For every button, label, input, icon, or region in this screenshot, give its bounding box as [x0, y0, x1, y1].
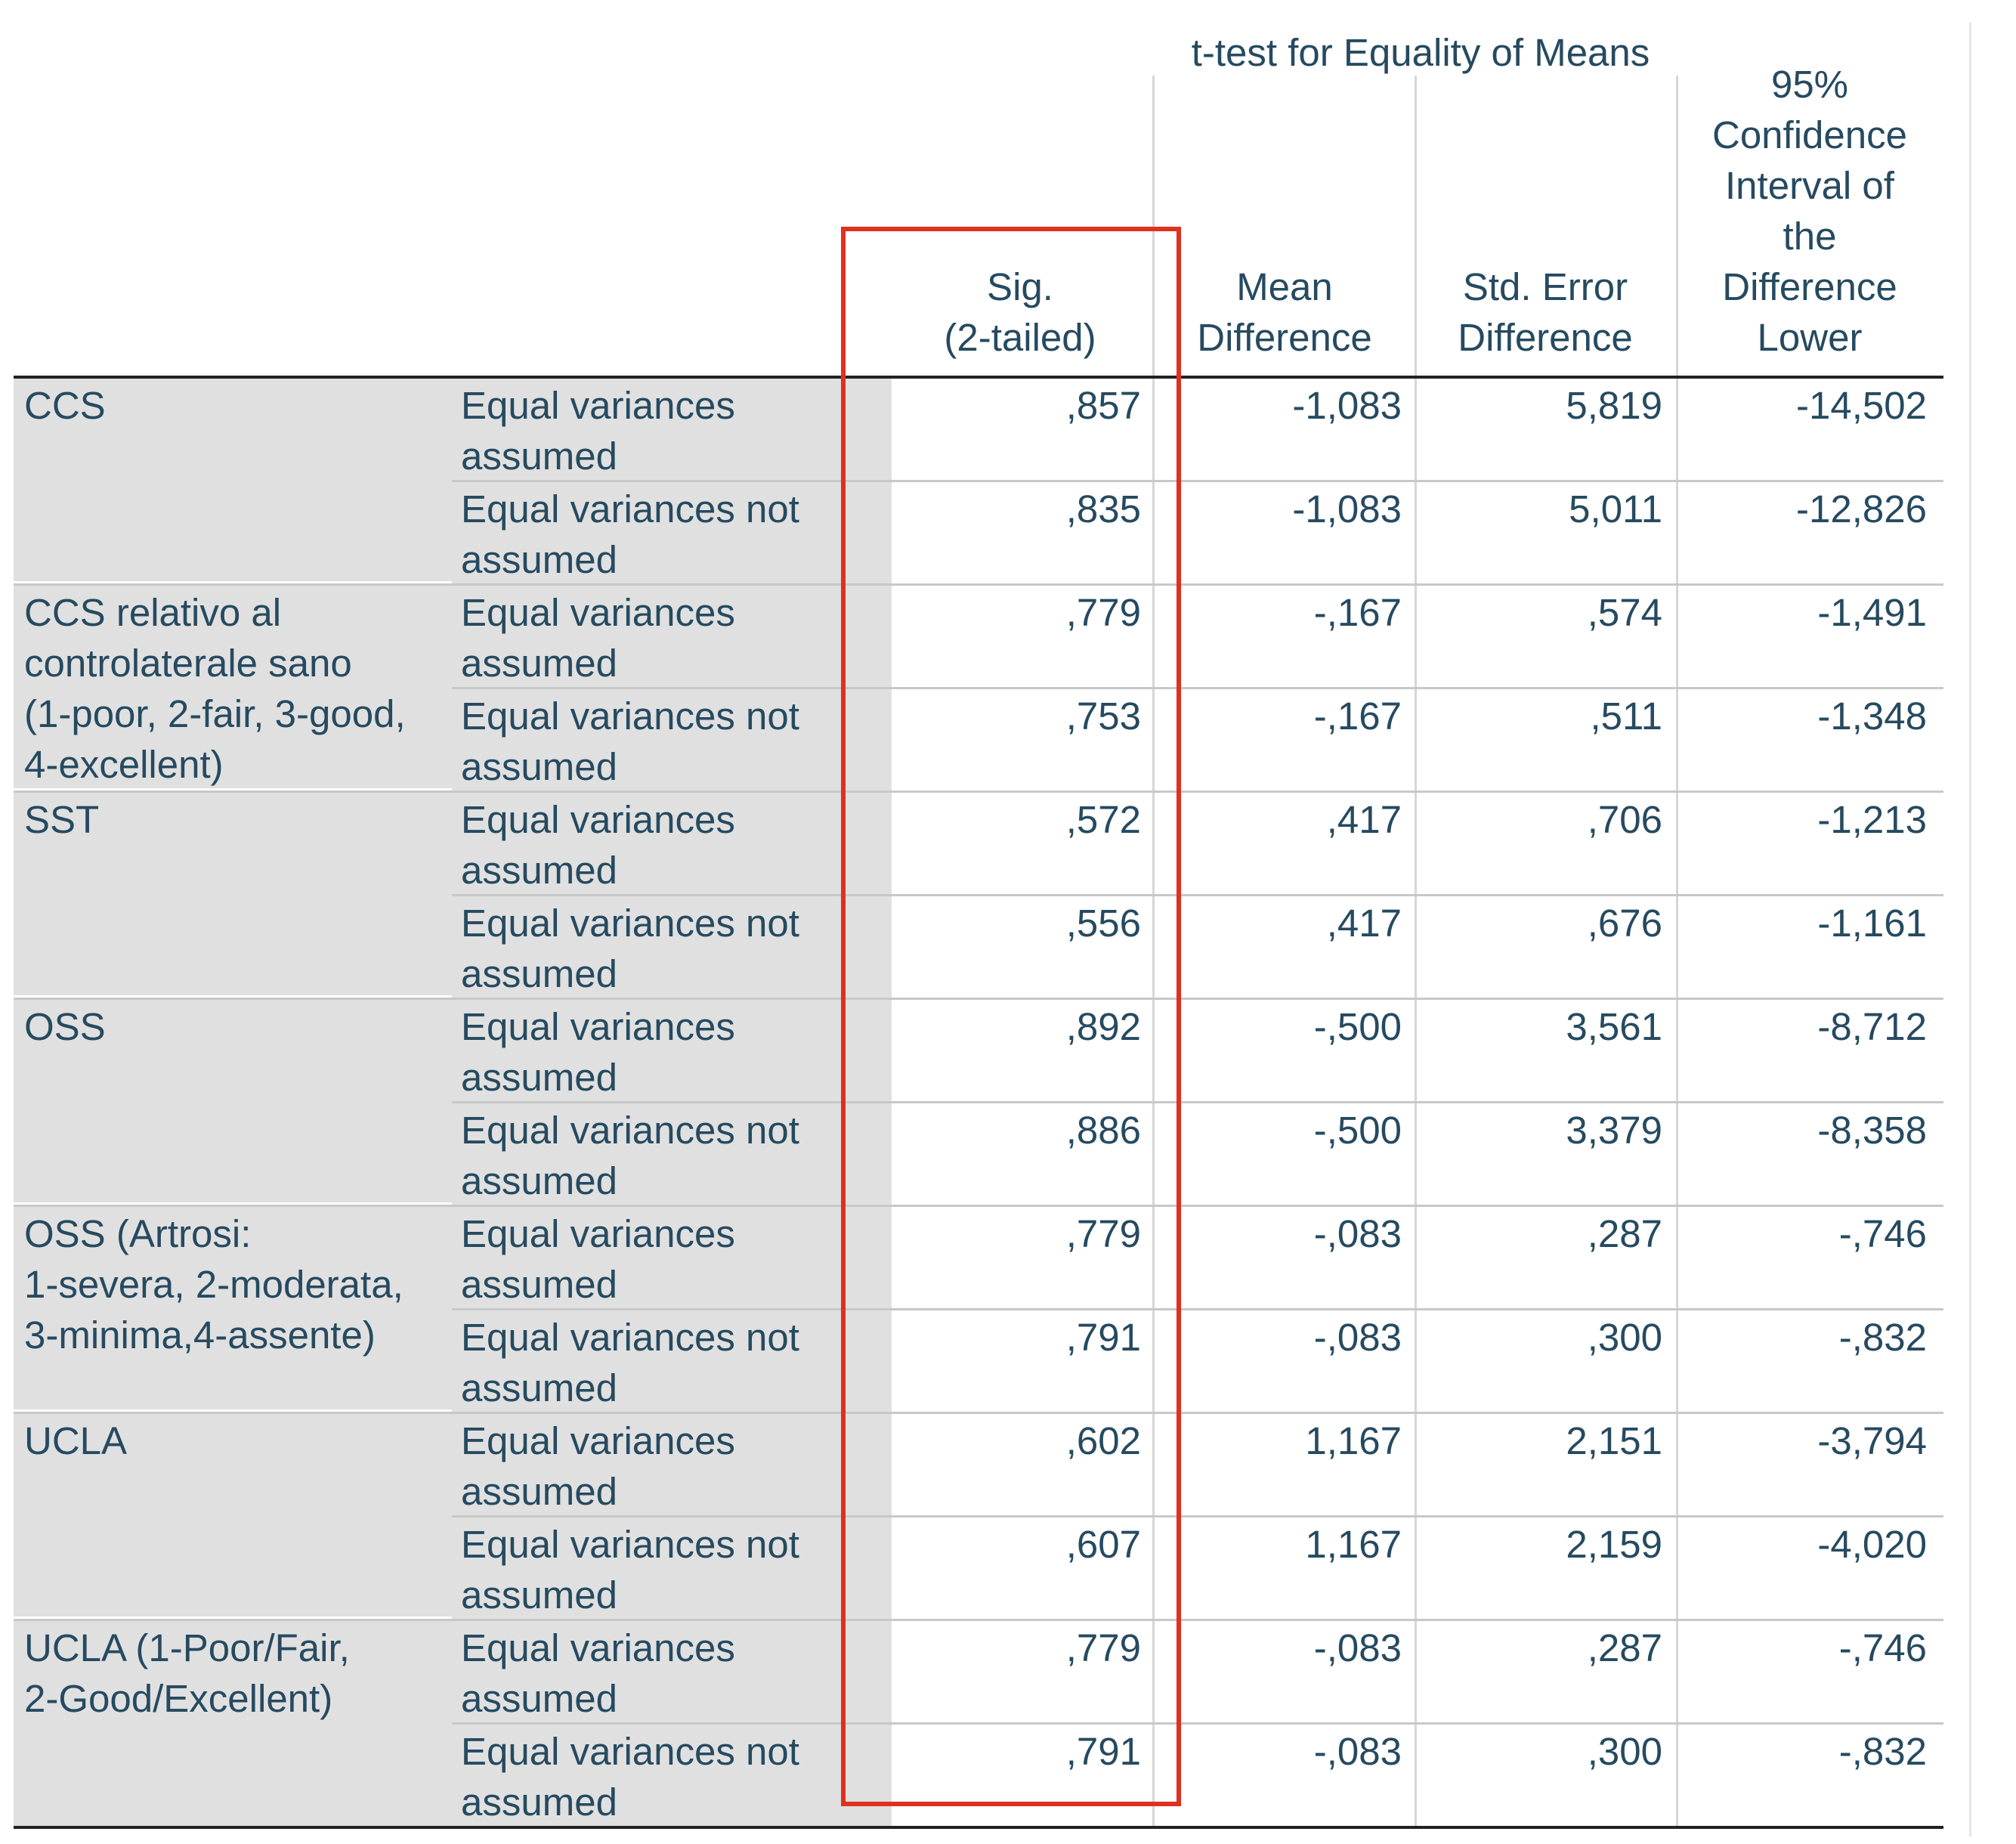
- column-header-ci-lower: Confidence: [1711, 113, 1907, 156]
- cell-mean-diff: -,083: [1313, 1316, 1402, 1359]
- cell-mean-diff: ,417: [1326, 902, 1402, 945]
- cell-mean-diff: -,083: [1313, 1730, 1402, 1773]
- row-label: Equal variances: [461, 1212, 735, 1255]
- column-header-se-diff: Std. Error: [1462, 265, 1628, 308]
- cell-mean-diff: ,417: [1326, 798, 1402, 841]
- row-label: assumed: [461, 1781, 617, 1824]
- cell-mean-diff: -,500: [1313, 1109, 1402, 1152]
- group-label: CCS relativo al: [24, 591, 282, 634]
- cell-sig: ,779: [1065, 1626, 1141, 1669]
- row-divider: [452, 894, 1943, 896]
- group-divider: [14, 788, 452, 791]
- row-label: Equal variances: [461, 1005, 735, 1048]
- cell-se-diff: 2,159: [1566, 1523, 1662, 1566]
- table-bottom-rule: [14, 1826, 1943, 1829]
- row-label: assumed: [461, 1677, 617, 1720]
- cell-ci-lower: -8,358: [1817, 1109, 1927, 1152]
- group-divider: [14, 1617, 452, 1619]
- cell-sig: ,572: [1065, 798, 1141, 841]
- cell-se-diff: 5,011: [1569, 487, 1662, 531]
- cell-ci-lower: -12,826: [1796, 487, 1927, 531]
- row-label: Equal variances not: [461, 695, 799, 738]
- row-label: Equal variances: [461, 591, 735, 634]
- cell-se-diff: 5,819: [1566, 384, 1662, 427]
- row-divider: [452, 480, 1943, 482]
- cell-mean-diff: -,500: [1313, 1005, 1402, 1048]
- cell-ci-lower: -14,502: [1796, 384, 1927, 427]
- cell-ci-lower: -1,348: [1817, 695, 1927, 738]
- cell-sig: ,892: [1065, 1005, 1141, 1048]
- cell-se-diff: ,574: [1587, 591, 1662, 634]
- group-label: OSS: [24, 1005, 106, 1048]
- cell-mean-diff: -1,083: [1292, 384, 1402, 427]
- cell-ci-lower: -3,794: [1817, 1419, 1927, 1462]
- cell-ci-lower: -1,213: [1817, 798, 1927, 841]
- cell-sig: ,753: [1065, 695, 1141, 738]
- cell-mean-diff: -,167: [1313, 591, 1402, 634]
- cell-se-diff: ,676: [1587, 902, 1662, 945]
- cell-sig: ,779: [1065, 591, 1141, 634]
- row-label: Equal variances: [461, 384, 735, 427]
- group-divider: [14, 995, 452, 998]
- cell-mean-diff: -,083: [1313, 1626, 1402, 1669]
- highlight-box: [841, 227, 1181, 1806]
- group-label: 3-minima,4-assente): [24, 1313, 376, 1357]
- column-header-sig: (2-tailed): [944, 316, 1096, 359]
- row-label: Equal variances not: [461, 1523, 799, 1566]
- cell-ci-lower: -,832: [1838, 1730, 1927, 1773]
- group-label: UCLA: [24, 1419, 128, 1462]
- group-divider: [14, 1202, 452, 1205]
- group-divider: [14, 1409, 452, 1412]
- cell-sig: ,886: [1065, 1109, 1141, 1152]
- row-label: Equal variances not: [461, 902, 799, 945]
- row-label: Equal variances: [461, 798, 735, 841]
- group-divider: [14, 581, 452, 583]
- cell-se-diff: ,300: [1587, 1316, 1662, 1359]
- cell-se-diff: ,287: [1587, 1212, 1662, 1255]
- cell-sig: ,835: [1065, 487, 1141, 531]
- group-label: 2-Good/Excellent): [24, 1677, 333, 1720]
- cell-ci-lower: -4,020: [1817, 1523, 1927, 1566]
- row-label: assumed: [461, 1470, 617, 1513]
- column-header-ci-lower: Difference: [1722, 265, 1897, 308]
- cell-mean-diff: -,167: [1313, 695, 1402, 738]
- row-label: Equal variances not: [461, 1316, 799, 1359]
- row-label: assumed: [461, 1263, 617, 1306]
- cell-se-diff: 3,379: [1566, 1109, 1662, 1152]
- group-label: CCS: [24, 384, 106, 427]
- group-label: SST: [24, 798, 100, 841]
- cell-se-diff: ,300: [1587, 1730, 1662, 1773]
- cell-se-diff: 2,151: [1566, 1419, 1662, 1462]
- column-header-se-diff: Difference: [1458, 316, 1633, 359]
- cell-sig: ,779: [1065, 1212, 1141, 1255]
- column-header-ci-lower: Interval of: [1725, 164, 1894, 207]
- cell-se-diff: 3,561: [1566, 1005, 1662, 1048]
- column-header-ci-lower: 95%: [1770, 63, 1849, 106]
- cell-sig: ,791: [1065, 1316, 1141, 1359]
- cell-sig: ,857: [1065, 384, 1141, 427]
- cell-se-diff: ,511: [1590, 695, 1662, 738]
- column-header-mean-diff: Difference: [1197, 316, 1372, 359]
- row-label: assumed: [461, 1159, 617, 1202]
- row-label: assumed: [461, 435, 617, 478]
- cell-mean-diff: -,083: [1313, 1212, 1402, 1255]
- group-label: UCLA (1-Poor/Fair,: [24, 1626, 350, 1669]
- column-header-mean-diff: Mean: [1236, 265, 1333, 308]
- row-divider: [452, 1308, 1943, 1310]
- group-label: controlaterale sano: [24, 642, 352, 685]
- cell-sig: ,607: [1065, 1523, 1141, 1566]
- row-label: Equal variances: [461, 1419, 735, 1462]
- column-header-ci-lower: the: [1783, 215, 1837, 258]
- cell-ci-lower: -,746: [1838, 1626, 1927, 1669]
- spanning-header: t-test for Equality of Means: [1191, 31, 1650, 74]
- cell-ci-lower: -,746: [1838, 1212, 1927, 1255]
- row-label: assumed: [461, 1366, 617, 1409]
- row-label: assumed: [461, 952, 617, 995]
- cell-mean-diff: 1,167: [1305, 1523, 1402, 1566]
- row-label: assumed: [461, 849, 617, 892]
- row-label: Equal variances: [461, 1626, 735, 1669]
- group-label: 4-excellent): [24, 743, 224, 786]
- row-label: Equal variances not: [461, 1109, 799, 1152]
- row-label: assumed: [461, 1056, 617, 1099]
- row-divider: [452, 687, 1943, 689]
- group-label: OSS (Artrosi:: [24, 1212, 252, 1255]
- cell-sig: ,602: [1065, 1419, 1141, 1462]
- group-label: 1-severa, 2-moderata,: [24, 1263, 404, 1306]
- cell-mean-diff: -1,083: [1292, 487, 1402, 531]
- group-label: (1-poor, 2-fair, 3-good,: [24, 692, 406, 735]
- cell-ci-lower: -1,161: [1817, 902, 1927, 945]
- row-label: Equal variances not: [461, 1730, 799, 1773]
- row-divider: [452, 1101, 1943, 1103]
- cell-ci-lower: -1,491: [1817, 591, 1927, 634]
- column-header-sig: Sig.: [987, 265, 1053, 308]
- cell-ci-lower: -,832: [1838, 1316, 1927, 1359]
- row-label: assumed: [461, 745, 617, 788]
- row-divider: [452, 1515, 1943, 1518]
- row-label: assumed: [461, 1573, 617, 1617]
- row-label: assumed: [461, 642, 617, 685]
- row-label: Equal variances not: [461, 487, 799, 531]
- cell-se-diff: ,287: [1587, 1626, 1662, 1669]
- cell-mean-diff: 1,167: [1305, 1419, 1402, 1462]
- cell-se-diff: ,706: [1587, 798, 1662, 841]
- cell-sig: ,556: [1065, 902, 1141, 945]
- column-header-ci-lower: Lower: [1757, 316, 1863, 359]
- cell-sig: ,791: [1065, 1730, 1141, 1773]
- page-edge-line: [1969, 23, 1971, 1836]
- row-label: assumed: [461, 538, 617, 581]
- row-divider: [452, 1722, 1943, 1725]
- cell-ci-lower: -8,712: [1817, 1005, 1927, 1048]
